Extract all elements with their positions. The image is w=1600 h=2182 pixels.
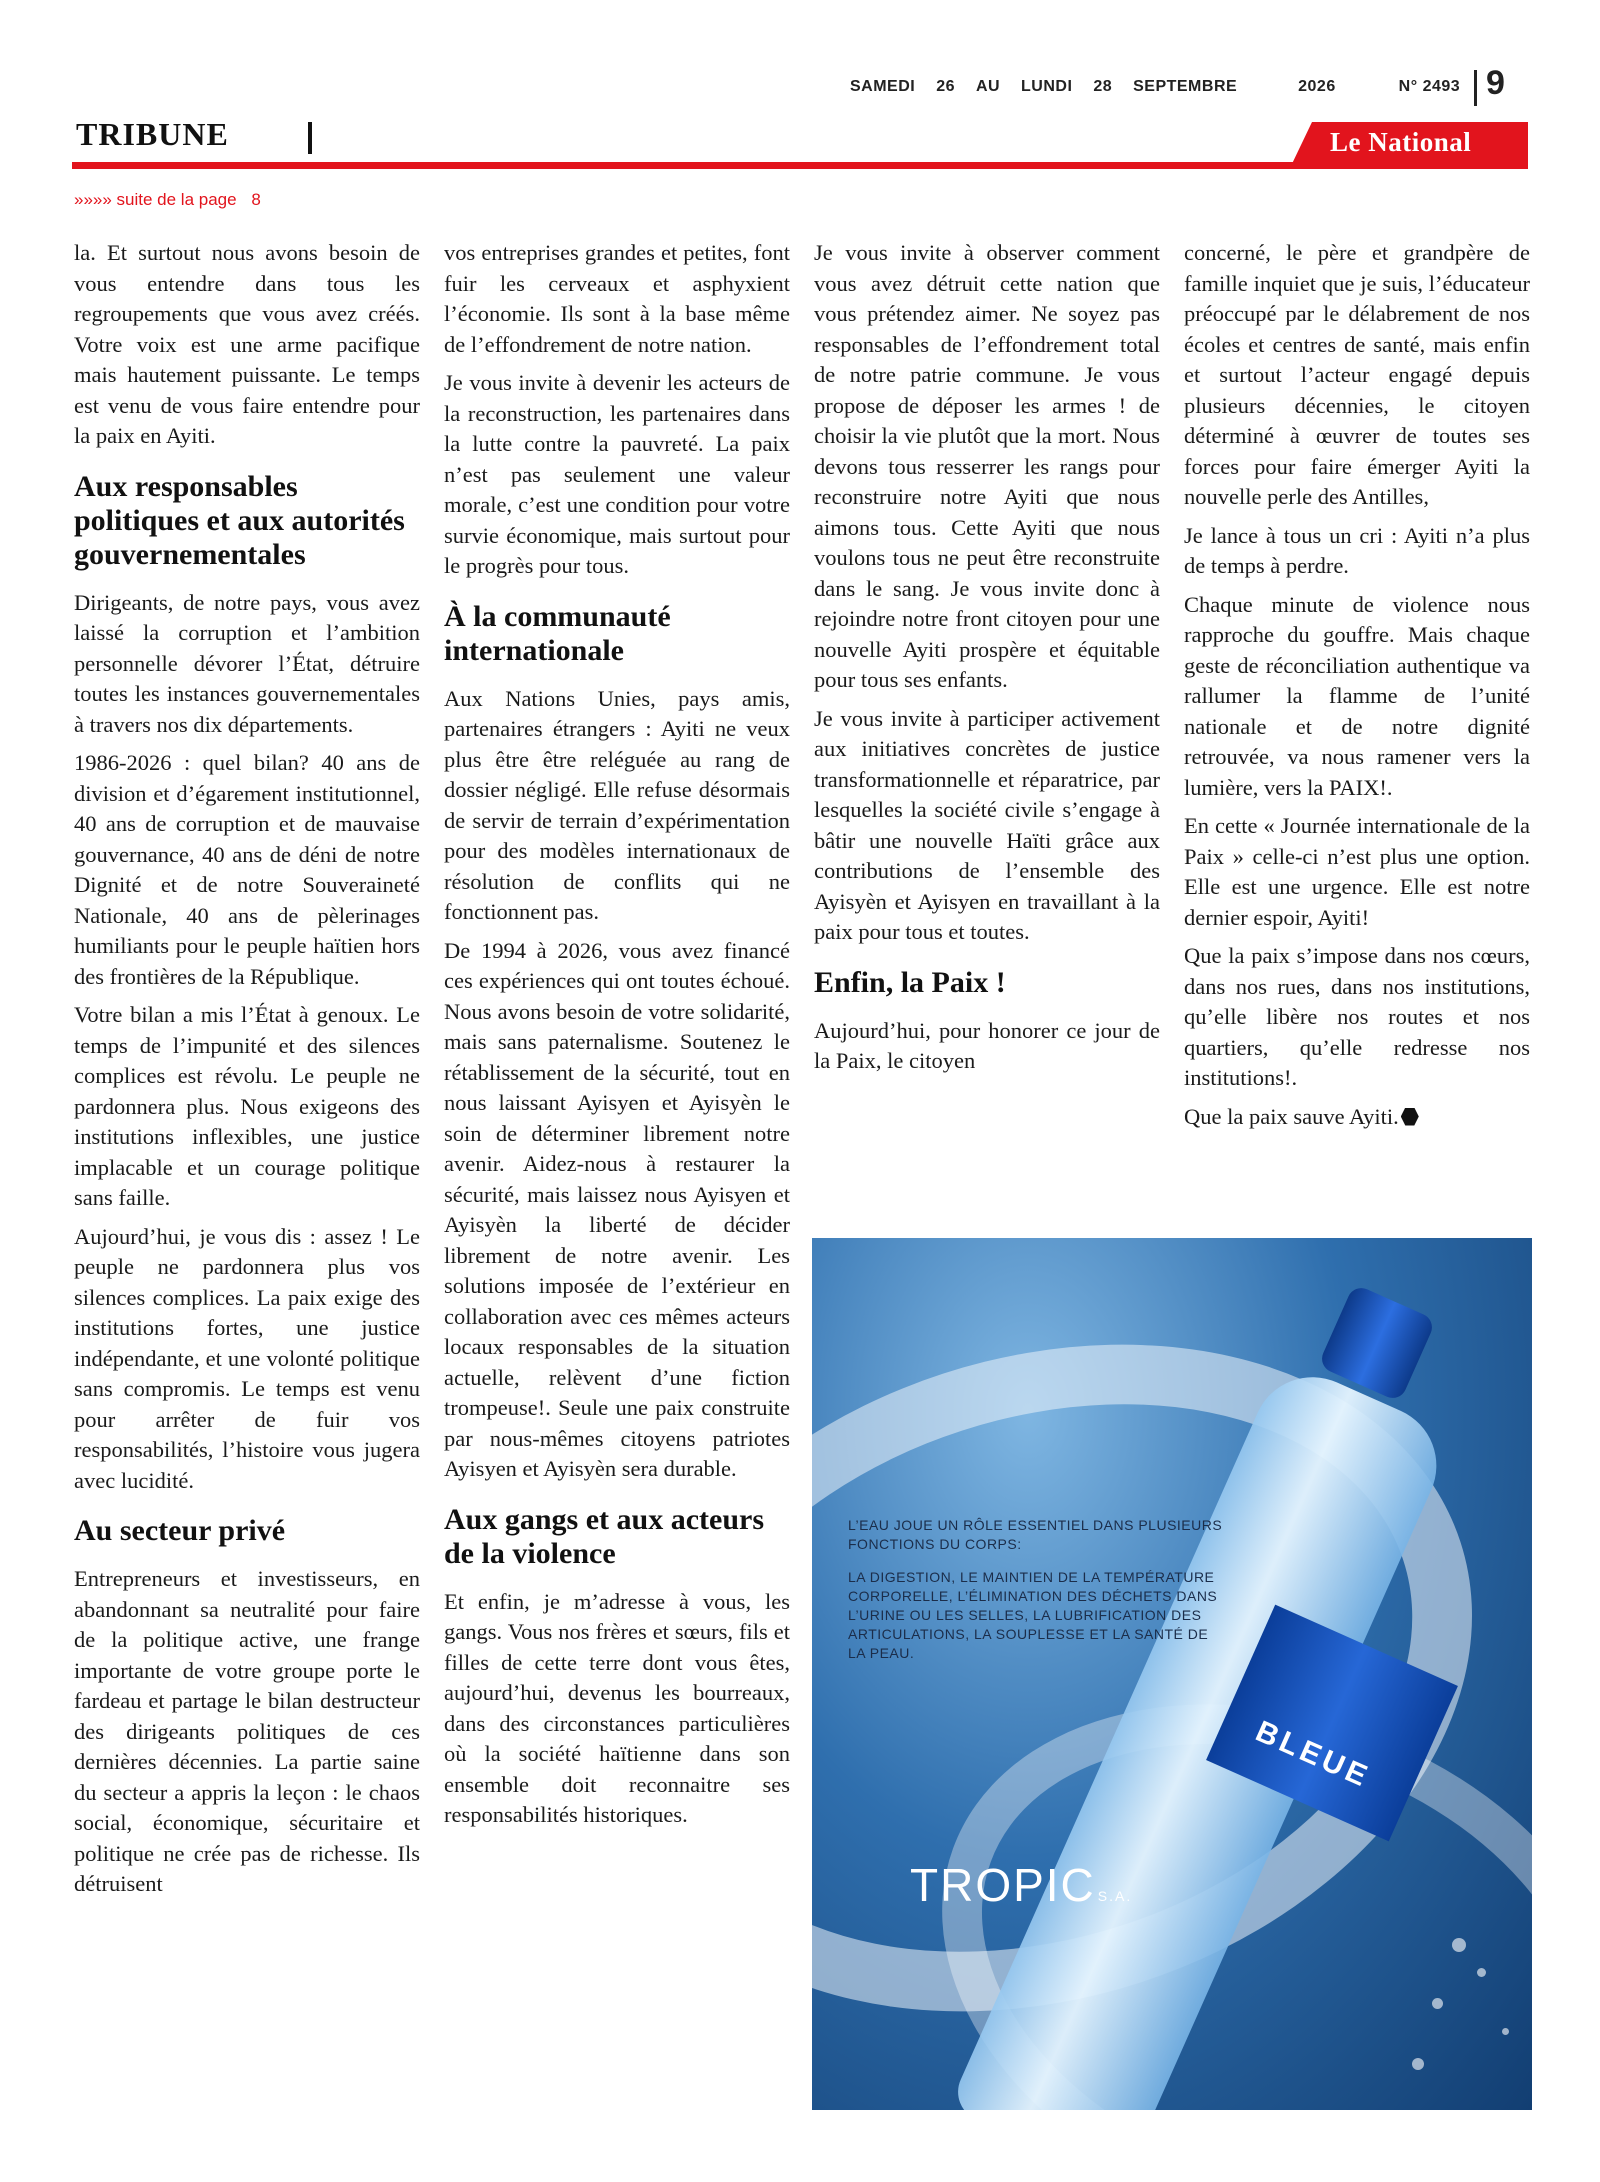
date-year: 2026 [1298,78,1336,95]
issue-number: N° 2493 [1398,78,1461,95]
paragraph: Chaque minute de violence nous rapproche du gouffre. Mais chaque geste de réconciliation authentique va rallumer la flamme de l’unité nationale et de notre dignité retrouvée, va nous ramener vers la lumière, vers la PAIX!. [1184,591,1530,800]
subheading: Aux gangs et aux acteurs de la violence [444,1502,764,1570]
paragraph: En cette « Journée internationale de la Paix » celle-ci n’est plus une option. Elle est une urgence. Elle est notre dernier espoir, Ayiti! [1184,813,1530,930]
continued-from [74,190,261,210]
paragraph: Je vous invite à participer activement aux initiatives concrètes de justice transformationnelle et réparatrice, par lesquelles la société civile s’engage à bâtir une nouvelle Haïti grâce aux contributions de l’ensemble des Ayisyèn et Ayisyen en travaillant à la paix pour tous et toutes. [814,705,1160,944]
closing-text: Que la paix sauve Ayiti. [1184,1103,1399,1129]
closing-paragraph [1184,1102,1530,1133]
subheading: Aux responsables politiques et aux autorités gouvernementales [74,469,405,571]
section-divider [308,122,312,154]
paragraph: Aujourd’hui, pour honorer ce jour de la Paix, le citoyen [814,1017,1160,1073]
date-day: SAMEDI [850,78,916,95]
paragraph: Aux Nations Unies, pays amis, partenaires étrangers : Ayiti ne veux plus être être reléguée au rang de dossier négligé. Elle refuse désormais de servir de terrain d’expérimentation pour des modèles internationaux de résolution de conflits qui ne fonctionnent pas. [444,685,790,924]
brand-logo [910,1858,1132,1912]
paragraph: Je vous invite à devenir les acteurs de la reconstruction, les partenaires dans la lutte contre la pauvreté. La paix n’est pas seulement une valeur morale, c’est une condition pour votre survie économique, mais surtout pour le progrès pour tous. [444,370,790,578]
date-num-2: 28 [1093,78,1113,95]
article-column-4 [1184,238,1530,1140]
subheading: Au secteur privé [74,1514,286,1547]
ad-copy-intro: L’EAU JOUE UN RÔLE ESSENTIEL DANS PLUSIEURS FONCTIONS DU CORPS: [848,1517,1223,1552]
bubble-decoration [1432,1998,1443,2009]
article-column-1 [74,238,420,1908]
paragraph: concerné, le père et grandpère de famille inquiet que je suis, l’éducateur préoccupé par le délabrement de nos écoles et centres de santé, mais enfin et surtout l’acteur engagé depuis plusieurs décennies, le citoyen déterminé à œuvrer de toutes ses forces pour faire émerger Ayiti la nouvelle perle des Antilles, [1184,240,1530,509]
page-number: 9 [1486,64,1505,102]
ad-copy [848,1516,1228,1677]
date-day-2: LUNDI [1021,78,1073,95]
publication-name: Le National [1330,127,1472,157]
paragraph: Entrepreneurs et investisseurs, en abandonnant sa neutralité pour faire de la politique active, une frange importante de votre groupe porte le fardeau et partage le bilan destructeur des dirigeants politiques de ces dernières décennies. La partie saine du secteur a appris la leçon : le chaos social, économique, sécuritaire et politique ne crée pas de richesse. Ils détruisent [74,1566,420,1896]
section-title: TRIBUNE [76,116,229,152]
article-column-2 [444,238,790,1839]
article-column-3 [814,238,1160,1085]
paragraph: De 1994 à 2026, vous avez financé ces expériences qui ont toutes échoué. Nous avons besoin de votre solidarité, mais sans paternalisme. Soutenez le rétablissement de la sécurité, tout en nous laissant Ayisyen et Ayisyèn le soin de déterminer librement notre avenir. Aidez-nous à restaurer la sécurité, mais laissez nous Ayisyen et Ayisyèn la liberté de décider librement de notre avenir. Les solutions imposée de l’extérieur en collaboration avec ces mêmes acteurs locaux responsables de la situation actuelle, relèvent d’une fiction trompeuse!. Seule une paix construite par nous-mêmes citoyens patriotes Ayisyen et Ayisyèn sera durable. [444,937,790,1481]
ad-copy-body: LA DIGESTION, LE MAINTIEN DE LA TEMPÉRATURE CORPORELLE, L’ÉLIMINATION DES DÉCHETS DANS L’URINE OU LES SELLES, LA LUBRIFICATION DES ARTICULATIONS, LA SOUPLESSE ET LA SANTÉ DE LA PEAU. [848,1569,1218,1661]
bubble-decoration [1452,1938,1466,1952]
date-num-1: 26 [936,78,955,95]
paragraph: Que la paix s’impose dans nos cœurs, dans nos rues, dans nos institutions, qu’elle libère nos routes et nos quartiers, qu’elle redresse nos institutions!. [1184,943,1530,1090]
paragraph: Je lance à tous un cri : Ayiti n’a plus de temps à perdre. [1184,522,1530,578]
subheading: À la communauté internationale [444,599,671,667]
paragraph: Je vous invite à observer comment vous avez détruit cette nation que vous prétendez aimer. Ne soyez pas responsables de l’effondrement total de notre patrie commune. Je vous propose de déposer les armes ! de choisir la vie plutôt que la mort. Nous devons tous resserrer les rangs pour reconstruire notre Ayiti que nous aimons tous. Cette Ayiti que nous voulons tous ne peut être reconstruite dans le sang. Je vous invite donc à rejoindre notre front citoyen pour une nouvelle Ayiti prospère et équitable pour tous ses enfants. [814,240,1160,692]
subheading: Enfin, la Paix ! [814,965,1006,999]
bubble-decoration [1412,2058,1424,2070]
water-advertisement [812,1238,1532,2110]
brand-logo-suffix: S.A. [1097,1888,1133,1904]
paragraph: Dirigeants, de notre pays, vous avez laissé la corruption et l’ambition personnelle dévorer l’État, détruire toutes les instances gouvernementales à travers nos dix départements. [74,589,420,737]
bottle-label-text: BLEUE [1250,1714,1376,1795]
continued-page: 8 [251,190,261,209]
paragraph: Votre bilan a mis l’État à genoux. Le temps de l’impunité et des silences complices est révolu. Le peuple ne pardonnera plus. Nous exigeons des institutions inflexibles, une justice implacable et un courage politique sans faille. [74,1002,420,1210]
paragraph: la. Et surtout nous avons besoin de vous entendre dans tous les regroupements que vous avez créés. Votre voix est une arme pacifique mais hautement puissante. Le temps est venu de vous faire entendre pour la paix en Ayiti. [74,240,420,448]
paragraph: Et enfin, je m’adresse à vous, les gangs. Vous nos frères et sœurs, fils et filles de cette terre dont vous êtes, aujourd’hui, devenus les bourreaux, dans des circonstances particulières où la société haïtienne dans son ensemble doit reconnaitre ses responsabilités historiques. [444,1588,790,1827]
end-of-article-icon [1401,1108,1419,1126]
date-month: SEPTEMBRE [1133,78,1238,95]
bubble-decoration [1502,2028,1509,2035]
continued-label: »»»» suite de la page [74,190,237,209]
bubble-decoration [1477,1968,1486,1977]
header-rule [72,162,1528,169]
date-au: AU [975,78,1001,95]
paragraph: 1986-2026 : quel bilan? 40 ans de division et d’égarement institutionnel, 40 ans de corruption et de mauvaise gouvernance, 40 ans de déni de notre Dignité et de notre Souveraineté Nationale, 40 ans de pèlerinages humiliants pour le peuple haïtien hors des frontières de la République. [74,750,420,989]
paragraph: vos entreprises grandes et petites, font fuir les cerveaux et asphyxient l’économie. Ils sont à la base même de l’effondrement de notre nation. [444,240,790,357]
brand-logo-text: TROPIC [910,1859,1096,1911]
issue-date-line [850,78,1460,96]
paragraph: Aujourd’hui, je vous dis : assez ! Le peuple ne pardonnera plus vos silences complices. La paix exige des institutions fortes, une justice indépendante, et une volonté politique sans compromis. Le temps est venu pour arrêter de fuir vos responsabilités, l’histoire vous jugera avec lucidité. [74,1223,420,1493]
